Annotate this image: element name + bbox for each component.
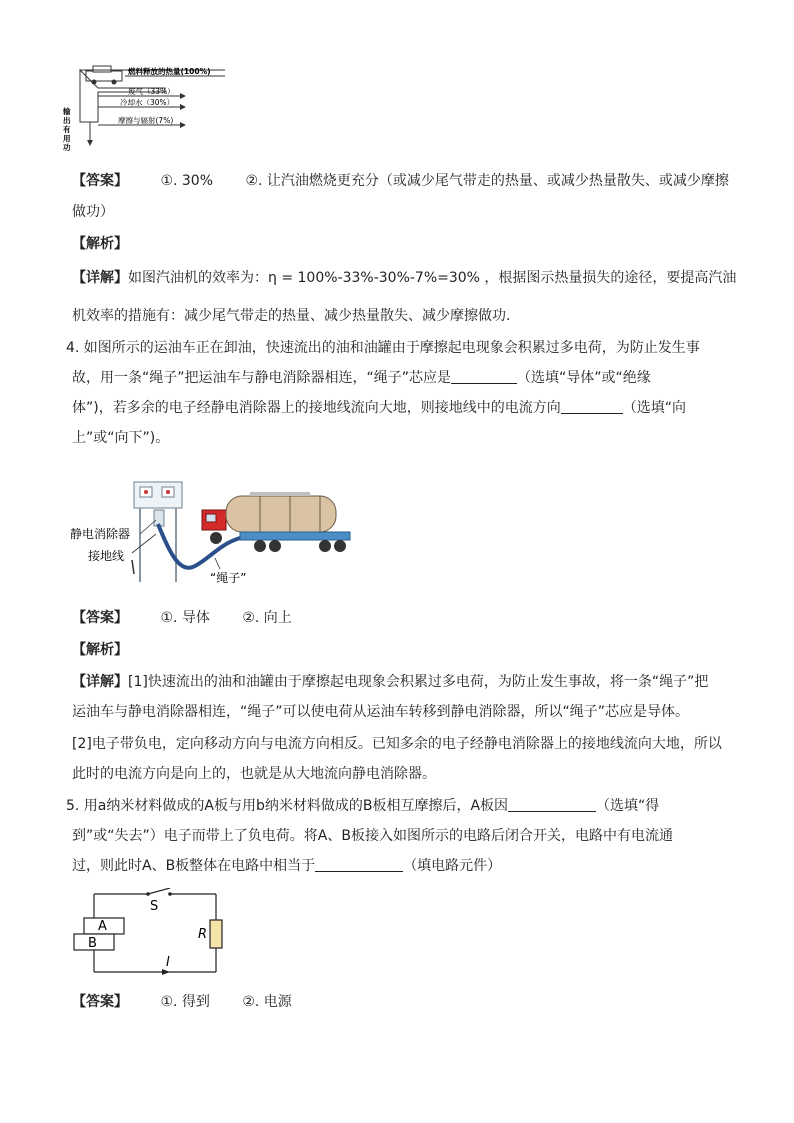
q4-question-line4: 上”或“向下”)。: [72, 430, 170, 446]
q5-question-line3: 过，则此时A、B板整体在电路中相当于 （填电路元件）: [72, 858, 502, 874]
static-eliminator: [134, 482, 182, 582]
q4-answer: 【答案】 ①. 导体 ②. 向上: [72, 610, 292, 626]
svg-text:A: A: [98, 919, 107, 934]
q3-answer-2: ②. 让汽油燃烧更充分（或减少尾气带走的热量、或减少热量散失、或减少摩擦: [245, 173, 729, 189]
rope: [158, 524, 240, 568]
q3-answer-1: ①. 30%: [160, 173, 214, 189]
q3-detail-line1: 【详解】如图汽油机的效率为：η = 100%-33%-30%-7%=30% ，根据图示热量损失的途径，要提高汽油: [72, 270, 737, 286]
q3-answer: 【答案】 ①. 30% ②. 让汽油燃烧更充分（或减少尾气带走的热量、或减少热量散失、或减少摩擦: [72, 173, 729, 189]
q5-blank-1: [508, 797, 596, 812]
rope-label: “绳子”: [210, 571, 247, 585]
q5-answer: 【答案】 ①. 得到 ②. 电源: [72, 994, 292, 1010]
q4-question-line1: 4. 如图所示的运油车正在卸油，快速流出的油和油罐由于摩擦起电现象会积累过多电荷，为防止发生事: [66, 340, 700, 356]
q4-answer-1: ①. 导体: [160, 610, 210, 626]
svg-text:输: 输: [63, 107, 71, 116]
friction-label: 摩擦与辐射(7%): [118, 116, 174, 125]
q4-answer-2: ②. 向上: [242, 610, 292, 626]
energy-flow-diagram: [60, 62, 230, 152]
q5-answer-1: ①. 得到: [160, 994, 210, 1010]
ground-wire: [132, 560, 134, 574]
exhaust-label: 废气（33%）: [128, 87, 175, 96]
q5-question-line1: 5. 用a纳米材料做成的A板与用b纳米材料做成的B板相互摩擦后，A板因 （选填“得: [66, 798, 660, 814]
svg-text:出: 出: [63, 116, 71, 125]
q4-question-line3: 体”)，若多余的电子经静电消除器上的接地线流向大地，则接地线中的电流方向 （选填“向: [72, 400, 686, 416]
current-label: I: [166, 955, 170, 970]
q4-analysis-tag: 【解析】: [72, 642, 128, 658]
q3-analysis-tag: 【解析】: [72, 236, 128, 252]
q3-answer-cont: 做功）: [72, 204, 114, 220]
resistor: [210, 920, 222, 948]
tanker-figure: [70, 474, 360, 590]
q4-detail-line1: 【详解】[1]快速流出的油和油罐由于摩擦起电现象会积累过多电荷，为防止发生事故，将一条“绳子”把: [72, 674, 709, 690]
q4-detail-line2: 运油车与静电消除器相连，“绳子”可以使电荷从运油车转移到静电消除器，所以“绳子”芯应是导体。: [72, 704, 690, 720]
svg-text:有: 有: [63, 125, 71, 134]
q5-blank-2: [315, 857, 403, 872]
q5-answer-2: ②. 电源: [242, 994, 292, 1010]
fuel-heat-label: 燃料释放的热量(100%): [128, 67, 211, 76]
oil-tank: [226, 492, 350, 552]
coolant-label: 冷却水（30%）: [120, 98, 175, 107]
svg-text:用: 用: [63, 134, 71, 143]
q4-detail-line4: 此时的电流方向是向上的，也就是从大地流向静电消除器。: [72, 766, 436, 782]
output-work-label: [62, 106, 71, 152]
svg-text:功: 功: [63, 143, 71, 152]
q3-detail-line2: 机效率的措施有：减少尾气带走的热量、减少热量散失、减少摩擦做功.: [72, 308, 511, 324]
q4-blank-1: [451, 369, 517, 384]
q4-blank-2: [561, 399, 623, 414]
truck-cab: [202, 510, 226, 544]
circuit-diagram: [70, 888, 240, 984]
switch-label: S: [150, 899, 159, 914]
ground-wire-label: 接地线: [88, 549, 125, 563]
eliminator-label: 静电消除器: [70, 527, 131, 541]
resistor-label: R: [198, 927, 208, 942]
q4-question-line2: 故，用一条“绳子”把运油车与静电消除器相连，“绳子”芯应是 （选填“导体”或“绝缘: [72, 370, 651, 386]
svg-text:B: B: [88, 936, 97, 951]
q5-question-line2: 到”或“失去”）电子而带上了负电荷。将A、B板接入如图所示的电路后闭合开关，电路中有电流通: [72, 828, 673, 844]
q4-detail-line3: [2]电子带负电，定向移动方向与电流方向相反。已知多余的电子经静电消除器上的接地线流向大地，所以: [72, 736, 722, 752]
